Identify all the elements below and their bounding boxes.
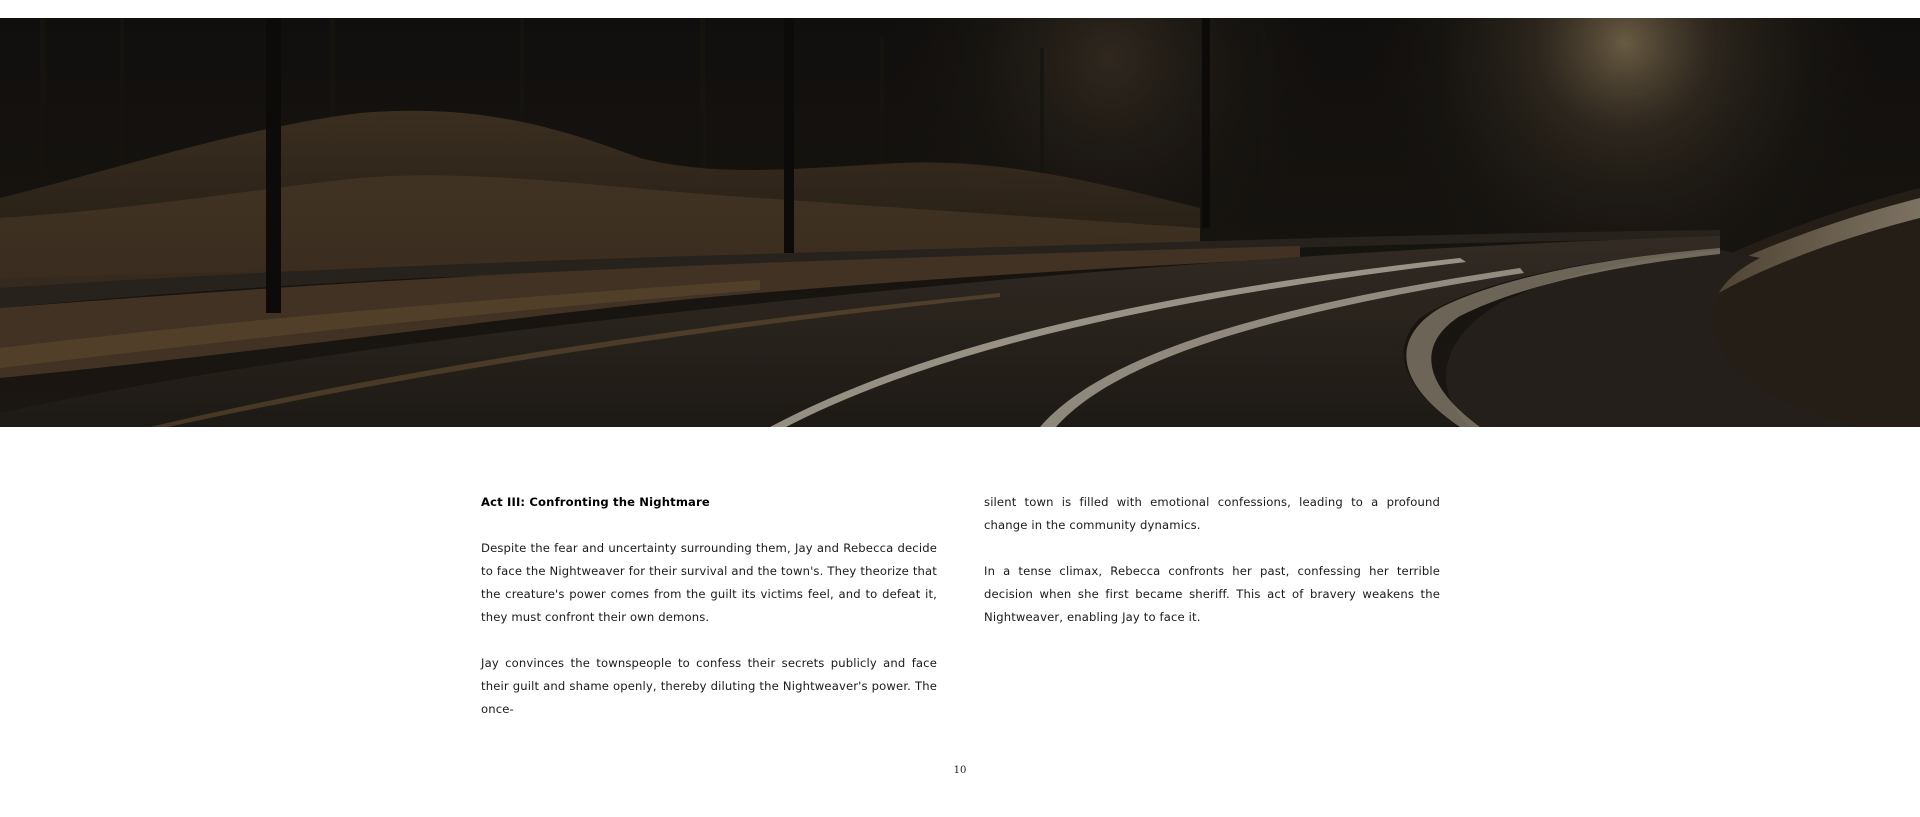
paragraph: Despite the fear and uncertainty surrounding them, Jay and Rebecca decide to face the Nightweaver for their survival and the town's. They theorize that the creature's power comes from the guilt its victims feel, and to defeat it, they must confront their own demons. [481,541,937,624]
left-column [481,491,937,721]
paragraph: Jay convinces the townspeople to confess their secrets publicly and face their guilt and shame openly, thereby diluting the Nightweaver's power. The once- [481,656,937,716]
night-road-photo [0,18,1920,427]
page-number: 10 [953,765,967,776]
right-column [984,491,1440,721]
text-columns [481,491,1440,721]
paragraph: silent town is filled with emotional confessions, leading to a profound change in the community dynamics. [984,495,1440,532]
hero-image [0,18,1920,427]
section-heading: Act III: Confronting the Nightmare [481,495,710,509]
paragraph: In a tense climax, Rebecca confronts her past, confessing her terrible decision when she first became sheriff. This act of bravery weakens the Nightweaver, enabling Jay to face it. [984,564,1440,624]
